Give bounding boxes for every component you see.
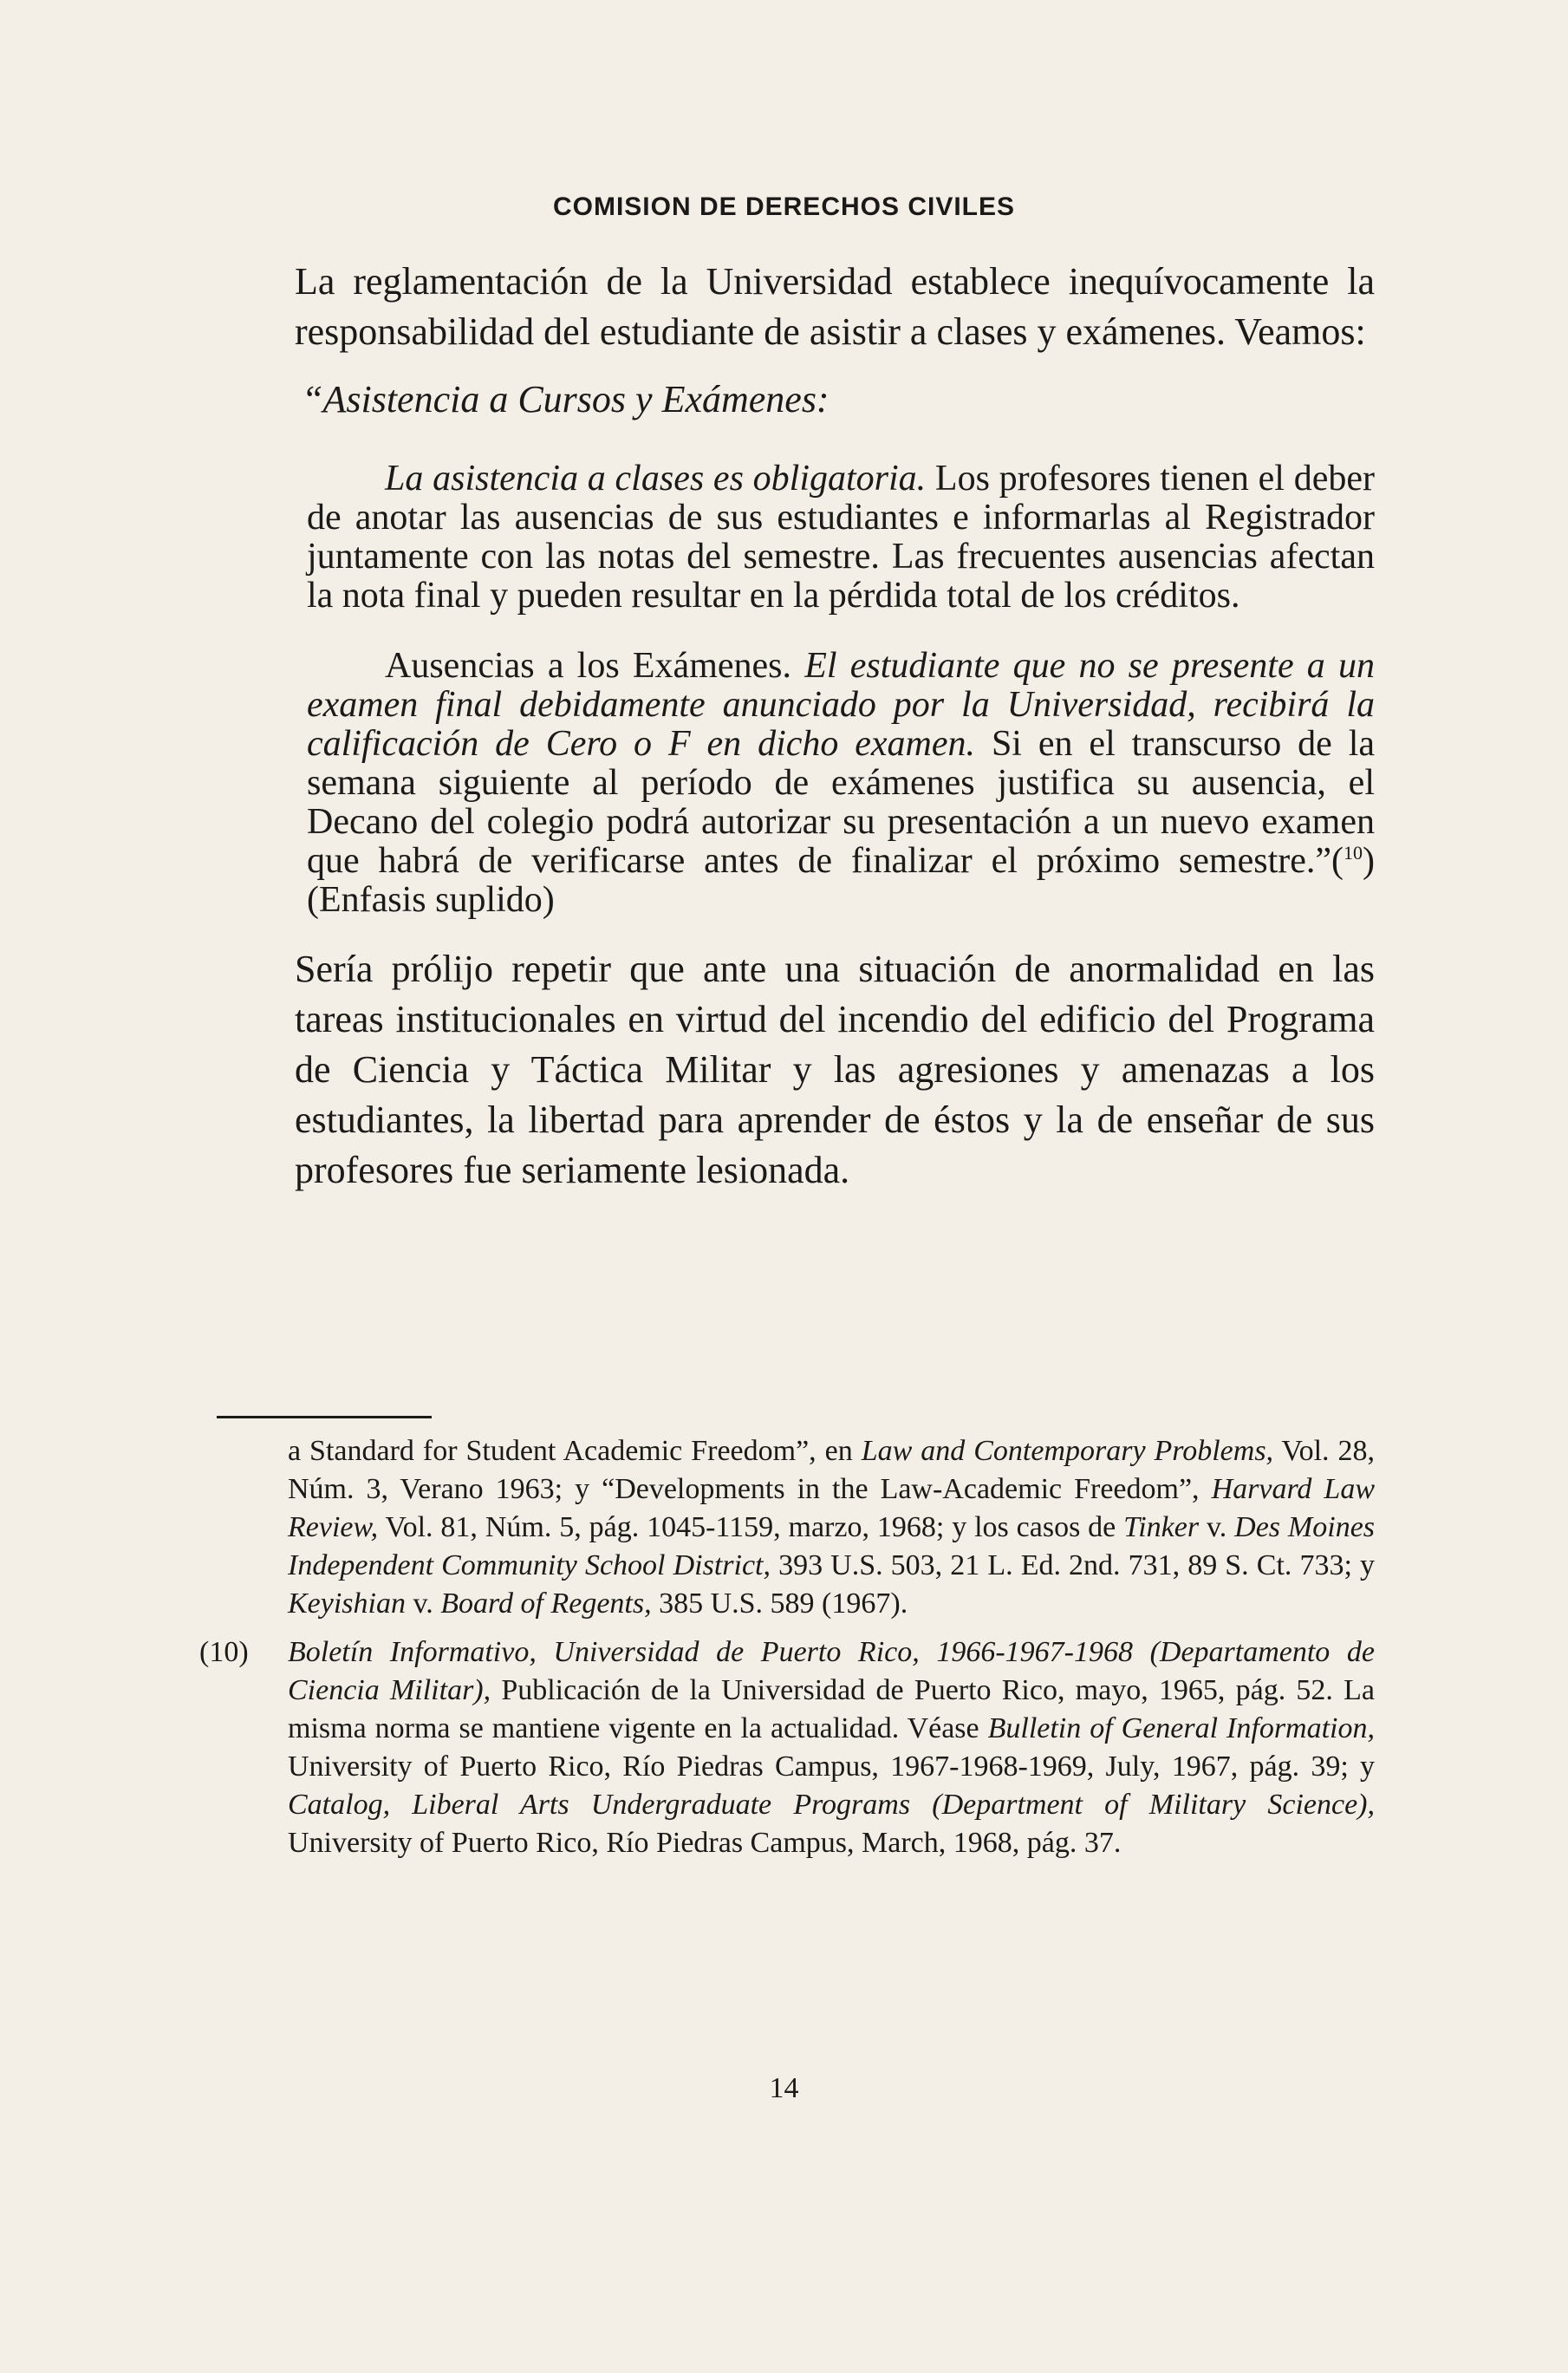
quote-paragraph (307, 460, 1375, 616)
footnote-span: University of Puerto Rico, Río Piedras Campus, March, 1968, pág. 37. (288, 1827, 1122, 1859)
footnote-span: v. (1199, 1511, 1235, 1543)
quote-text: Si en el transcurso de la semana siguiente al período de exámenes justifica su ausencia, el Decano del colegio podrá autorizar su presentación a un nuevo examen que habrá de verificarse antes de finalizar el próximo semestre.”( (307, 724, 1376, 881)
footnote-ref: 10 (1344, 842, 1363, 864)
quote-lead: Ausencias a los Exámenes. (385, 646, 805, 686)
footnote-italic: Board of Regents, (440, 1587, 652, 1620)
footnote-10 (199, 1633, 1375, 1862)
footnote-continued (199, 1432, 1375, 1623)
footnote-italic: Bulletin of General Information, (987, 1712, 1375, 1744)
footnote-span: Vol. 28, Núm. 3, Verano 1963; y “Developments in the Law-Academic Freedom”, (288, 1435, 1375, 1505)
footnote-italic: Boletín Informativo, Universidad de Puerto Rico, 1966-1967-1968 (Departamento de Ciencia Militar), (288, 1636, 1375, 1706)
footnote-span: University of Puerto Rico, Río Piedras Campus, 1967-1968-1969, July, 1967, pág. 39; y (288, 1750, 1375, 1783)
paragraph: La reglamentación de la Universidad establece inequívocamente la responsabilidad del estudiante de asistir a clases y exámenes. Veamos: (295, 260, 1375, 353)
quote-tail: ) (Enfasis suplido) (307, 841, 1375, 920)
footnote-number: (10) (199, 1636, 249, 1668)
footnote-number-blank (199, 1432, 288, 1623)
quote-paragraph (307, 647, 1375, 920)
footnote-text (288, 1633, 1375, 1862)
footnote-text (288, 1432, 1375, 1623)
emphasis-text: El estudiante que no se presente a un examen final debidamente anunciado por la Universidad, recibirá la calificación de Cero o F en dicho examen. (307, 646, 1376, 764)
footnote-span: 393 U.S. 503, 21 L. Ed. 2nd. 731, 89 S. Ct. 733; y (770, 1549, 1375, 1581)
footnote-italic: Tinker (1123, 1511, 1200, 1543)
paragraph: Sería prólijo repetir que ante una situación de anormalidad en las tareas institucionales en virtud del incendio del edificio del Programa de Ciencia y Táctica Militar y las agresiones y amenazas a los estudiantes, la libertad para aprender de éstos y la de enseñar de sus profesores fue seriamente lesionada. (295, 948, 1375, 1191)
footnote-italic: Law and Contemporary Problems, (861, 1435, 1274, 1467)
quote-heading: “Asistencia a Cursos y Exámenes: (302, 378, 830, 420)
running-header: COMISION DE DERECHOS CIVILES (552, 192, 1016, 221)
footnote-italic: Harvard Law Review, (288, 1473, 1375, 1543)
footnote-span: a Standard for Student Academic Freedom”, en (288, 1435, 862, 1467)
footnote-span: Vol. 81, Núm. 5, pág. 1045-1159, marzo, 1968; y los casos de (378, 1511, 1124, 1543)
footnote-italic: Catalog, Liberal Arts Undergraduate Programs (Department of Military Science), (288, 1789, 1375, 1821)
footnote-divider (217, 1416, 432, 1418)
quote-text: Los profesores tienen el deber de anotar las ausencias de sus estudiantes e informarlas al Registrador juntamente con las notas del semestre. Las frecuentes ausencias afectan la nota final y pueden resultar en la pérdida total de los créditos. (307, 459, 1375, 616)
footnote-italic: Keyishian (288, 1587, 406, 1620)
page-number: 14 (769, 2072, 799, 2104)
footnotes (199, 1432, 1375, 1862)
emphasis-text: La asistencia a clases es obligatoria. (385, 459, 927, 499)
body-text (295, 257, 1375, 1196)
footnote-span: Publicación de la Universidad de Puerto Rico, mayo, 1965, pág. 52. La misma norma se mantiene vigente en la actualidad. Véase (288, 1674, 1375, 1744)
footnote-span: v. (405, 1587, 441, 1620)
footnote-italic: Des Moines Independent Community School District, (288, 1511, 1376, 1581)
footnote-span: 385 U.S. 589 (1967). (651, 1587, 908, 1620)
